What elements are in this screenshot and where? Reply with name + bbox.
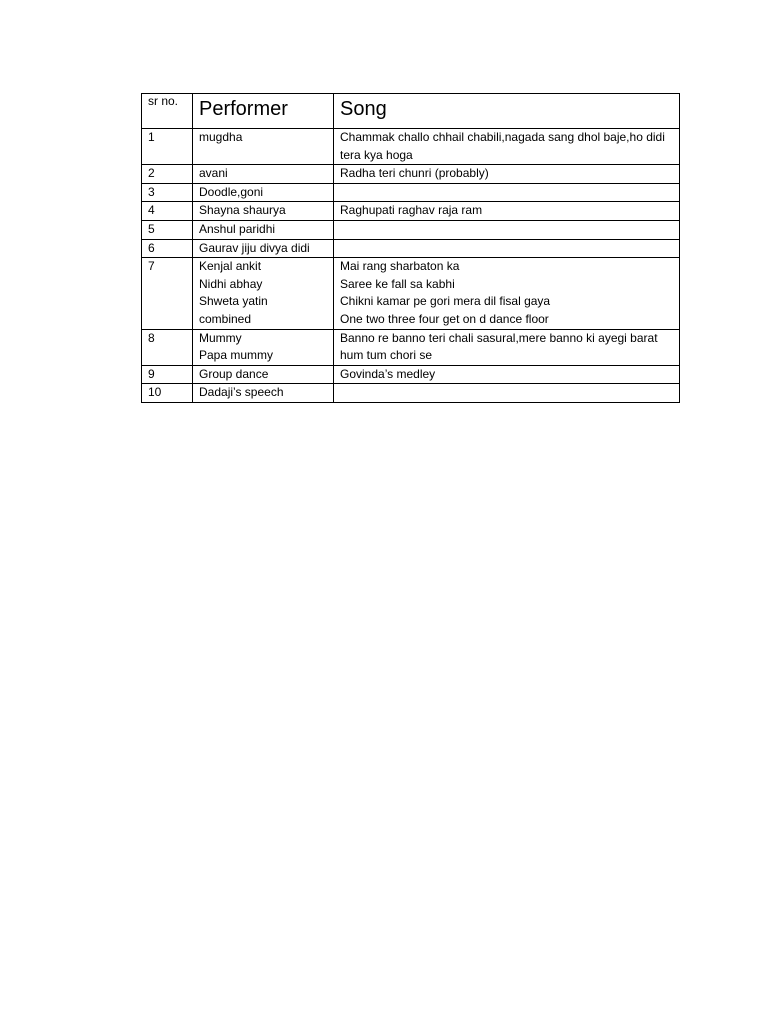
- performer-cell: [193, 239, 334, 258]
- song-cell: [334, 165, 680, 184]
- sr-no-cell: 1: [142, 129, 193, 165]
- song-line: Radha teri chunri (probably): [340, 166, 489, 181]
- song-line: Mai rang sharbaton ka: [340, 259, 460, 274]
- header-song: Song: [334, 94, 680, 129]
- song-line: Govinda’s medley: [340, 366, 436, 381]
- performer-cell: [193, 129, 334, 165]
- song-line: One two three four get on d dance floor: [340, 311, 549, 326]
- performer-line: Mummy: [199, 330, 242, 345]
- table-row: [142, 329, 680, 365]
- performer-cell: [193, 384, 334, 403]
- performer-line: Kenjal ankit: [199, 259, 262, 274]
- song-cell: [334, 365, 680, 384]
- sr-no-cell: 8: [142, 329, 193, 365]
- performer-line: combined: [199, 311, 252, 326]
- performer-cell: [193, 220, 334, 239]
- performer-line: Shayna shaurya: [199, 203, 286, 218]
- song-cell: [334, 220, 680, 239]
- song-line: Raghupati raghav raja ram: [340, 203, 483, 218]
- sr-no-cell: 3: [142, 183, 193, 202]
- table-header-row: [142, 94, 680, 129]
- table-row: [142, 220, 680, 239]
- performer-line: Papa mummy: [199, 348, 274, 363]
- sr-no-cell: 7: [142, 258, 193, 329]
- performer-cell: [193, 329, 334, 365]
- table-row: [142, 384, 680, 403]
- performer-cell: [193, 258, 334, 329]
- table-row: [142, 165, 680, 184]
- performer-line: Group dance: [199, 366, 269, 381]
- song-cell: [334, 384, 680, 403]
- song-cell: [334, 183, 680, 202]
- sr-no-cell: 5: [142, 220, 193, 239]
- performer-cell: [193, 365, 334, 384]
- song-line: Saree ke fall sa kabhi: [340, 276, 455, 291]
- table-row: [142, 202, 680, 221]
- song-cell: [334, 329, 680, 365]
- performer-cell: [193, 202, 334, 221]
- sr-no-cell: 9: [142, 365, 193, 384]
- performer-cell: [193, 183, 334, 202]
- table-body: [142, 129, 680, 403]
- song-line: hum tum chori se: [340, 348, 433, 363]
- song-line: Chammak challo chhail chabili,nagada sang dhol baje,ho didi tera kya hoga: [340, 130, 665, 162]
- table-row: [142, 129, 680, 165]
- sr-no-cell: 2: [142, 165, 193, 184]
- performer-line: Doodle,goni: [199, 184, 264, 199]
- table-row: [142, 365, 680, 384]
- sr-no-cell: 6: [142, 239, 193, 258]
- song-line: Banno re banno teri chali sasural,mere banno ki ayegi barat: [340, 330, 658, 345]
- performer-line: Gaurav jiju divya didi: [199, 240, 310, 255]
- table-row: [142, 258, 680, 329]
- table-row: [142, 183, 680, 202]
- sr-no-cell: 10: [142, 384, 193, 403]
- performer-line: Anshul paridhi: [199, 221, 276, 236]
- performer-cell: [193, 165, 334, 184]
- sr-no-cell: 4: [142, 202, 193, 221]
- performer-line: Shweta yatin: [199, 294, 268, 309]
- performance-schedule-table: [141, 93, 680, 403]
- song-cell: [334, 202, 680, 221]
- header-performer: Performer: [193, 94, 334, 129]
- performer-line: Nidhi abhay: [199, 276, 263, 291]
- performer-line: Dadaji’s speech: [199, 385, 284, 400]
- table-row: [142, 239, 680, 258]
- header-sr-no: sr no.: [142, 94, 193, 129]
- performer-line: avani: [199, 166, 228, 181]
- song-cell: [334, 129, 680, 165]
- song-cell: [334, 258, 680, 329]
- song-cell: [334, 239, 680, 258]
- song-line: Chikni kamar pe gori mera dil fisal gaya: [340, 294, 551, 309]
- performer-line: mugdha: [199, 130, 243, 144]
